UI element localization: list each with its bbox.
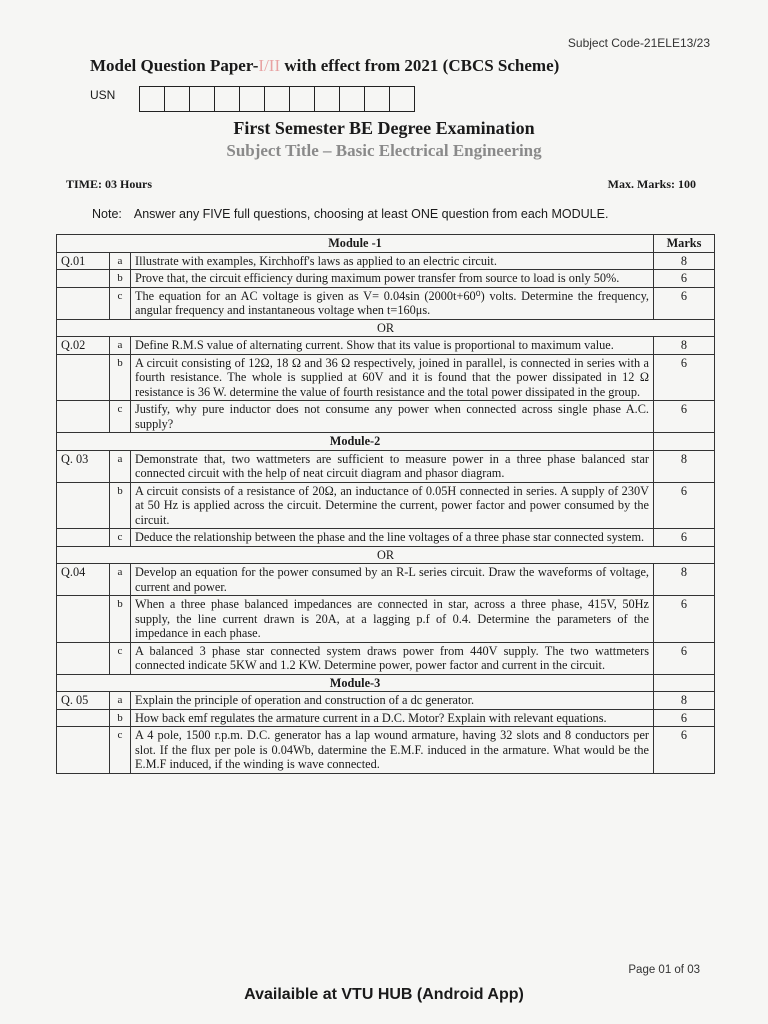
usn-box [189,86,215,112]
subject-code: Subject Code-21ELE13/23 [567,36,710,50]
sub-question-letter: b [110,482,131,529]
question-row [57,482,715,529]
question-number [57,287,110,319]
sub-question-letter: b [110,709,131,727]
usn-box [214,86,240,112]
subject-title: Subject Title – Basic Electrical Engineering [226,141,542,160]
or-label: OR [57,319,715,337]
marks-value: 6 [654,709,715,727]
marks-value: 6 [654,287,715,319]
question-row [57,596,715,643]
sub-question-letter: c [110,727,131,774]
question-text: A balanced 3 phase star connected system draws power from 440V supply. The two wattmeters connected indicate 5KW and 1.2 KW. Determine power, power factor and current in the circuit. [131,642,654,674]
sub-question-letter: b [110,270,131,288]
usn-box [314,86,340,112]
question-row [57,401,715,433]
paper-title-suffix: with effect from 2021 (CBCS Scheme) [280,56,560,75]
question-text: Illustrate with examples, Kirchhoff's laws as applied to an electric circuit. [131,252,654,270]
sub-question-letter: c [110,287,131,319]
question-text: Prove that, the circuit efficiency during maximum power transfer from source to load is only 50%. [131,270,654,288]
sub-question-letter: b [110,596,131,643]
sub-question-letter: a [110,564,131,596]
question-number [57,482,110,529]
usn-box [239,86,265,112]
module-header-row [57,674,715,692]
marks-value: 6 [654,401,715,433]
or-row [57,546,715,564]
marks-header: Marks [654,235,715,253]
module-header-row [57,433,715,451]
question-number [57,727,110,774]
sub-question-letter: b [110,354,131,401]
time-label: TIME: 03 Hours [66,177,153,191]
paper-title [90,56,559,76]
question-number: Q.02 [57,337,110,355]
question-row [57,252,715,270]
usn-box [139,86,165,112]
question-number: Q. 03 [57,450,110,482]
question-number [57,354,110,401]
sub-question-letter: a [110,692,131,710]
question-row [57,287,715,319]
note [92,207,608,221]
module-header-row [57,235,715,253]
question-text: Explain the principle of operation and construction of a dc generator. [131,692,654,710]
question-number [57,529,110,547]
question-text: When a three phase balanced impedances are connected in star, across a three phase, 415V, 50Hz supply, the line current drawn is 20A, at a lagging p.f of 0.4. Determine the parameters of the impedance in each phase. [131,596,654,643]
sub-question-letter: c [110,401,131,433]
question-row [57,337,715,355]
question-row [57,354,715,401]
usn-boxes [140,86,415,112]
question-number [57,596,110,643]
marks-value: 6 [654,596,715,643]
question-table-body [57,235,715,774]
marks-value: 8 [654,450,715,482]
marks-value: 8 [654,337,715,355]
question-number [57,642,110,674]
marks-value: 6 [654,270,715,288]
question-text: A circuit consists of a resistance of 20Ω, an inductance of 0.05H connected in series. A supply of 230V at 50 Hz is applied across the circuit. Determine the current, power factor and power consumed by the circuit. [131,482,654,529]
usn-box [164,86,190,112]
question-number: Q.04 [57,564,110,596]
question-row [57,450,715,482]
question-number [57,270,110,288]
question-row [57,270,715,288]
question-number: Q.01 [57,252,110,270]
question-row [57,692,715,710]
module-title: Module-2 [57,433,654,451]
question-text: Justify, why pure inductor does not consume any power when connected across single phase A.C. supply? [131,401,654,433]
or-row [57,319,715,337]
sub-question-letter: c [110,642,131,674]
module-title: Module -1 [57,235,654,253]
question-number [57,401,110,433]
usn-box [364,86,390,112]
question-row [57,727,715,774]
marks-value: 6 [654,727,715,774]
usn-box [289,86,315,112]
question-text: The equation for an AC voltage is given as V= 0.04sin (2000t+60⁰) volts. Determine the frequency, angular frequency and instantaneous voltage when t=160μs. [131,287,654,319]
page-number: Page 01 of 03 [628,964,700,976]
note-label: Note: [92,207,122,221]
marks-value: 6 [654,529,715,547]
usn-label: USN [90,88,116,102]
question-text: How back emf regulates the armature current in a D.C. Motor? Explain with relevant equations. [131,709,654,727]
sub-question-letter: c [110,529,131,547]
question-row [57,564,715,596]
module-title: Module-3 [57,674,654,692]
promo-footer: Availaible at VTU HUB (Android App) [244,986,524,1003]
sub-question-letter: a [110,337,131,355]
usn-box [339,86,365,112]
marks-value: 8 [654,564,715,596]
question-table [56,234,715,774]
usn-box [264,86,290,112]
sub-question-letter: a [110,252,131,270]
question-text: A circuit consisting of 12Ω, 18 Ω and 36 Ω respectively, joined in parallel, is connected in series with a fourth resistance. The whole is supplied at 60V and it is found that the power dissipated in 12 Ω resistance is 36 W. determine the value of fourth resistance and the total power dissipated in the group. [131,354,654,401]
question-row [57,709,715,727]
question-number [57,709,110,727]
marks-value: 8 [654,252,715,270]
marks-value: 6 [654,482,715,529]
marks-header [654,433,715,451]
marks-header [654,674,715,692]
question-text: A 4 pole, 1500 r.p.m. D.C. generator has a lap wound armature, having 32 slots and 8 conductors per slot. If the flux per pole is 0.04Wb, datermine the E.M.F. induced in the armature. What would be the E.M.F induced, if the winding is wave connected. [131,727,654,774]
question-row [57,529,715,547]
marks-value: 6 [654,642,715,674]
question-text: Define R.M.S value of alternating current. Show that its value is proportional to maximum value. [131,337,654,355]
or-label: OR [57,546,715,564]
max-marks-label: Max. Marks: 100 [607,177,696,191]
marks-value: 8 [654,692,715,710]
question-number: Q. 05 [57,692,110,710]
question-text: Develop an equation for the power consumed by an R-L series circuit. Draw the waveforms of voltage, current and power. [131,564,654,596]
question-row [57,642,715,674]
paper-title-faded: I/II [258,56,281,75]
exam-title: First Semester BE Degree Examination [233,118,535,138]
sub-question-letter: a [110,450,131,482]
marks-value: 6 [654,354,715,401]
question-text: Deduce the relationship between the phase and the line voltages of a three phase star connected system. [131,529,654,547]
paper-title-prefix: Model Question Paper- [90,56,259,75]
note-text: Answer any FIVE full questions, choosing at least ONE question from each MODULE. [133,207,609,221]
question-text: Demonstrate that, two wattmeters are sufficient to measure power in a three phase balanced star connected circuit with the help of neat circuit diagram and phasor diagram. [131,450,654,482]
usn-box [389,86,415,112]
